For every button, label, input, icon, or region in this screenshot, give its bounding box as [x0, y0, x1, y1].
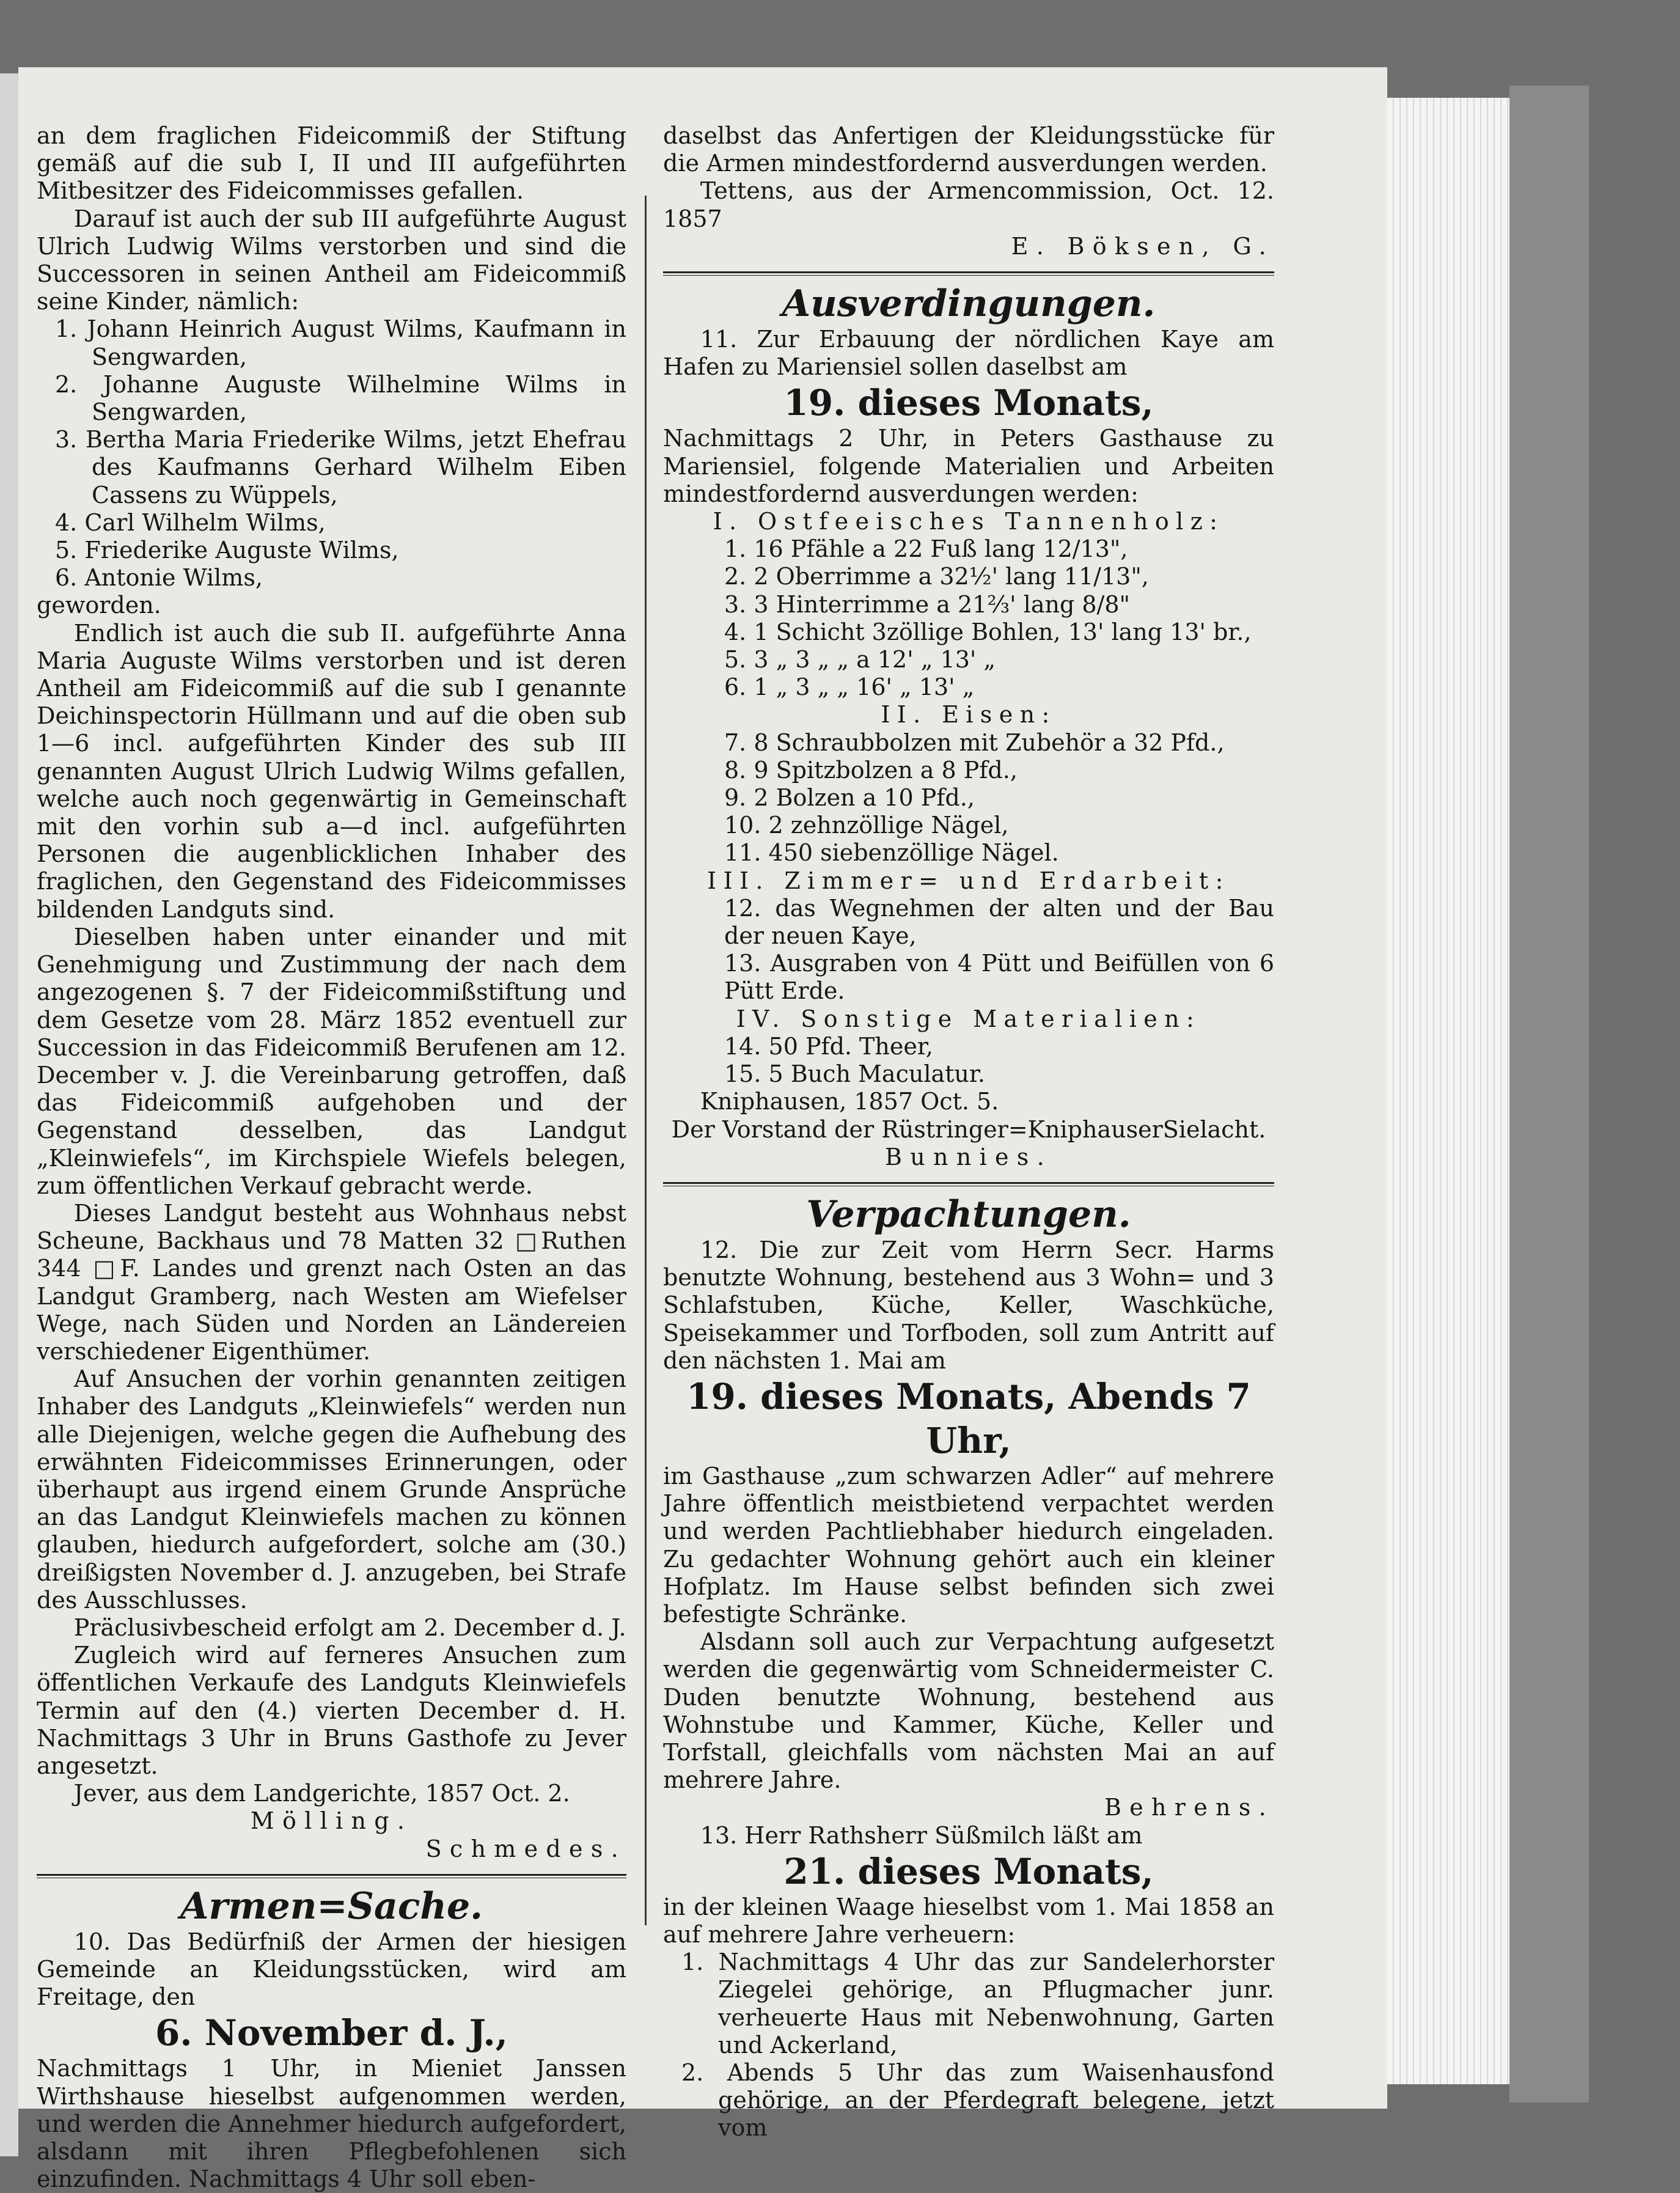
paragraph: Nachmittags 1 Uhr, in Mieniet Janssen Wirthshause hieselbst aufgenommen werden, und werden die Annehmer hiedurch aufgefordert, alsdann mit ihren Pflegbefohlenen sich einzufinden. Nachmittags 4 Uhr soll eben-	[37, 2055, 626, 2193]
list-item: 12. das Wegnehmen der alten und der Bau der neuen Kaye,	[724, 894, 1274, 950]
paragraph: Präclusivbescheid erfolgt am 2. December d. J.	[73, 1614, 626, 1641]
date-line: 19. dieses Monats,	[783, 382, 1154, 424]
paragraph: Zugleich wird auf ferneres Ansuchen zum öffentlichen Verkaufe des Landguts Kleinwiefels Termin auf den (4.) vierten December d. H. Nachmittags 3 Uhr in Bruns Gasthofe zu Jever angesetzt.	[37, 1642, 626, 1779]
left-column	[37, 122, 626, 2193]
list-item: 5. 3 „ 3 „ „ a 12' „ 13' „	[724, 646, 996, 674]
section-rule	[663, 271, 1274, 276]
list-item: 4. 1 Schicht 3zöllige Bohlen, 13' lang 13' br.,	[724, 618, 1252, 645]
paragraph: Dieses Landgut besteht aus Wohnhaus nebst Scheune, Backhaus und 78 Matten 32 □Ruthen 344 □F. Landes und grenzt nach Osten an das Landgut Gramberg, nach Westen am Wiefelser Wege, nach Süden und Norden an Ländereien verschiedener Eigenthümer.	[37, 1199, 626, 1365]
paragraph: Nachmittags 2 Uhr, in Peters Gasthause zu Mariensiel, folgende Materialien und Arbeiten mindestfordernd ausverdungen werden:	[663, 425, 1274, 507]
list-item: 13. Ausgraben von 4 Pütt und Beifüllen von 6 Pütt Erde.	[724, 950, 1274, 1005]
issuer-line: Der Vorstand der Rüstringer=KniphauserSielacht.	[671, 1115, 1266, 1143]
previous-page-edge	[0, 73, 18, 2156]
paragraph: 10. Das Bedürfniß der Armen der hiesigen Gemeinde an Kleidungsstücken, wird am Freitage, den	[37, 1928, 626, 2011]
date-line: 19. dieses Monats, Abends 7 Uhr,	[686, 1375, 1251, 1461]
paragraph: 11. Zur Erbauung der nördlichen Kaye am Hafen zu Mariensiel sollen daselbst am	[663, 326, 1274, 381]
list-item: 4. Carl Wilhelm Wilms,	[55, 509, 326, 536]
section-heading-ausverdingungen: Ausverdingungen.	[782, 282, 1156, 326]
materials-heading: I. Ostfeeisches Tannenholz:	[713, 508, 1225, 535]
list-item: 14. 50 Pfd. Theer,	[724, 1032, 933, 1060]
paragraph: an dem fraglichen Fideicommiß der Stiftung gemäß auf die sub I, II und III aufgeführten Mitbesitzer des Fideicommisses gefallen.	[37, 122, 626, 205]
materials-heading: II. Eisen:	[881, 701, 1057, 729]
place-date-line: Kniphausen, 1857 Oct. 5.	[700, 1088, 999, 1115]
signature: Bunnies.	[885, 1143, 1052, 1170]
paragraph: in der kleinen Waage hieselbst vom 1. Mai 1858 an auf mehrere Jahre verheuern:	[663, 1893, 1274, 1948]
materials-heading: III. Zimmer= und Erdarbeit:	[707, 867, 1230, 894]
list-item: 2. Johanne Auguste Wilhelmine Wilms in Sengwarden,	[55, 370, 626, 426]
lease-list	[663, 1949, 1274, 2142]
list-item: 6. Antonie Wilms,	[55, 564, 263, 592]
paragraph: Endlich ist auch die sub II. aufgeführte Anna Maria Auguste Wilms verstorben und ist deren Antheil am Fideicommiß auf die sub I genannte Deichinspectorin Hüllmann und auf die oben sub 1—6 incl. aufgeführten Kinder des sub III genannten August Ulrich Ludwig Wilms gefallen, welche auch noch gegenwärtig in Gemeinschaft mit den vorhin sub a—d incl. aufgeführten Personen die augenblicklichen Inhaber des fraglichen, den Gegenstand des Fideicommisses bildenden Landguts sind.	[37, 619, 626, 923]
paragraph: 12. Die zur Zeit vom Herrn Secr. Harms benutzte Wohnung, bestehend aus 3 Wohn= und 3 Schlafstuben, Küche, Keller, Waschküche, Speisekammer und Torfboden, soll zum Antritt auf den nächsten 1. Mai am	[663, 1236, 1274, 1374]
paragraph: daselbst das Anfertigen der Kleidungsstücke für die Armen mindestfordernd ausverdungen werden.	[663, 122, 1274, 177]
signature: Schmedes.	[425, 1835, 626, 1862]
list-item: 10. 2 zehnzöllige Nägel,	[724, 812, 1009, 839]
section-rule	[663, 1182, 1274, 1186]
signature: Mölling.	[250, 1807, 413, 1835]
list-item: 9. 2 Bolzen a 10 Pfd.,	[724, 784, 975, 812]
list-item: 11. 450 siebenzöllige Nägel.	[724, 839, 1059, 867]
paragraph: 13. Herr Rathsherr Süßmilch läßt am	[700, 1821, 1143, 1849]
list-item: 1. 16 Pfähle a 22 Fuß lang 12/13",	[724, 535, 1128, 563]
column-divider	[645, 196, 647, 1925]
place-date-line: Jever, aus dem Landgerichte, 1857 Oct. 2.	[73, 1780, 570, 1807]
signature: Behrens.	[1104, 1794, 1274, 1821]
page-block-edge	[1387, 98, 1522, 2084]
paragraph: Dieselben haben unter einander und mit Genehmigung und Zustimmung der nach dem angezogenen §. 7 der Fideicommißstiftung und dem Gesetze vom 28. März 1852 eventuell zur Succession in das Fideicommiß Berufenen am 12. December v. J. die Vereinbarung getroffen, daß das Fideicommiß aufgehoben und der Gegenstand desselben, das Landgut „Kleinwiefels“, im Kirchspiele Wiefels belegen, zum öffentlichen Verkauf gebracht werde.	[37, 923, 626, 1199]
paragraph: Darauf ist auch der sub III aufgeführte August Ulrich Ludwig Wilms verstorben und sind die Successoren in seinen Antheil am Fideicommiß seine Kinder, nämlich:	[37, 205, 626, 315]
list-item: 7. 8 Schraubbolzen mit Zubehör a 32 Pfd.,	[724, 729, 1225, 756]
date-line: 6. November d. J.,	[155, 2012, 508, 2054]
place-date-line: Tettens, aus der Armencommission, Oct. 12. 1857	[663, 177, 1274, 232]
paragraph: Alsdann soll auch zur Verpachtung aufgesetzt werden die gegenwärtig vom Schneidermeister C. Duden benutzte Wohnung, bestehend aus Wohnstube und Kammer, Küche, Keller und Torfstall, gleichfalls vom nächsten Mai an auf mehrere Jahre.	[663, 1628, 1274, 1794]
list-item: 2. Abends 5 Uhr das zum Waisenhausfond gehörige, an der Pferdegraft belegene, jetzt vom	[681, 2059, 1274, 2142]
section-rule	[37, 1874, 626, 1878]
list-item: 3. Bertha Maria Friederike Wilms, jetzt Ehefrau des Kaufmanns Gerhard Wilhelm Eiben Cassens zu Wüppels,	[55, 426, 626, 509]
list-item: 6. 1 „ 3 „ „ 16' „ 13' „	[724, 674, 975, 701]
paragraph: geworden.	[37, 592, 161, 619]
date-line: 21. dieses Monats,	[783, 1850, 1154, 1892]
section-heading-verpachtungen: Verpachtungen.	[806, 1192, 1131, 1236]
book-cover-edge	[1509, 86, 1589, 2103]
paragraph: Auf Ansuchen der vorhin genannten zeitigen Inhaber des Landguts „Kleinwiefels“ werden nun alle Diejenigen, welche gegen die Aufhebung des erwähnten Fideicommisses Erinnerungen, oder überhaupt aus irgend einem Grunde Ansprüche an das Landgut Kleinwiefels machen zu können glauben, hiedurch aufgefordert, solche am (30.) dreißigsten November d. J. anzugeben, bei Strafe des Ausschlusses.	[37, 1365, 626, 1614]
right-column	[663, 122, 1274, 2142]
list-item: 8. 9 Spitzbolzen a 8 Pfd.,	[724, 756, 1018, 784]
list-item: 1. Nachmittags 4 Uhr das zur Sandelerhorster Ziegelei gehörige, an Pflugmacher junr. verheuerte Haus mit Nebenwohnung, Garten und Ackerland,	[681, 1949, 1274, 2059]
materials-heading: IV. Sonstige Materialien:	[736, 1005, 1201, 1032]
list-item: 5. Friederike Auguste Wilms,	[55, 537, 399, 564]
list-item: 1. Johann Heinrich August Wilms, Kaufmann in Sengwarden,	[55, 315, 626, 370]
materials-list	[663, 508, 1274, 1088]
list-item: 3. 3 Hinterrimme a 21⅔' lang 8/8"	[724, 590, 1130, 618]
list-item: 15. 5 Buch Maculatur.	[724, 1060, 985, 1088]
section-heading-armen: Armen=Sache.	[180, 1884, 483, 1928]
paragraph: im Gasthause „zum schwarzen Adler“ auf mehrere Jahre öffentlich meistbietend verpachtet werden und werden Pachtliebhaber hiedurch eingeladen. Zu gedachter Wohnung gehört auch ein kleiner Hofplatz. Im Hause selbst befinden sich zwei befestigte Schränke.	[663, 1462, 1274, 1628]
list-item: 2. 2 Oberrimme a 32½' lang 11/13",	[724, 563, 1149, 590]
signature: E. Böksen, G.	[1011, 232, 1274, 260]
heirs-list	[37, 315, 626, 592]
